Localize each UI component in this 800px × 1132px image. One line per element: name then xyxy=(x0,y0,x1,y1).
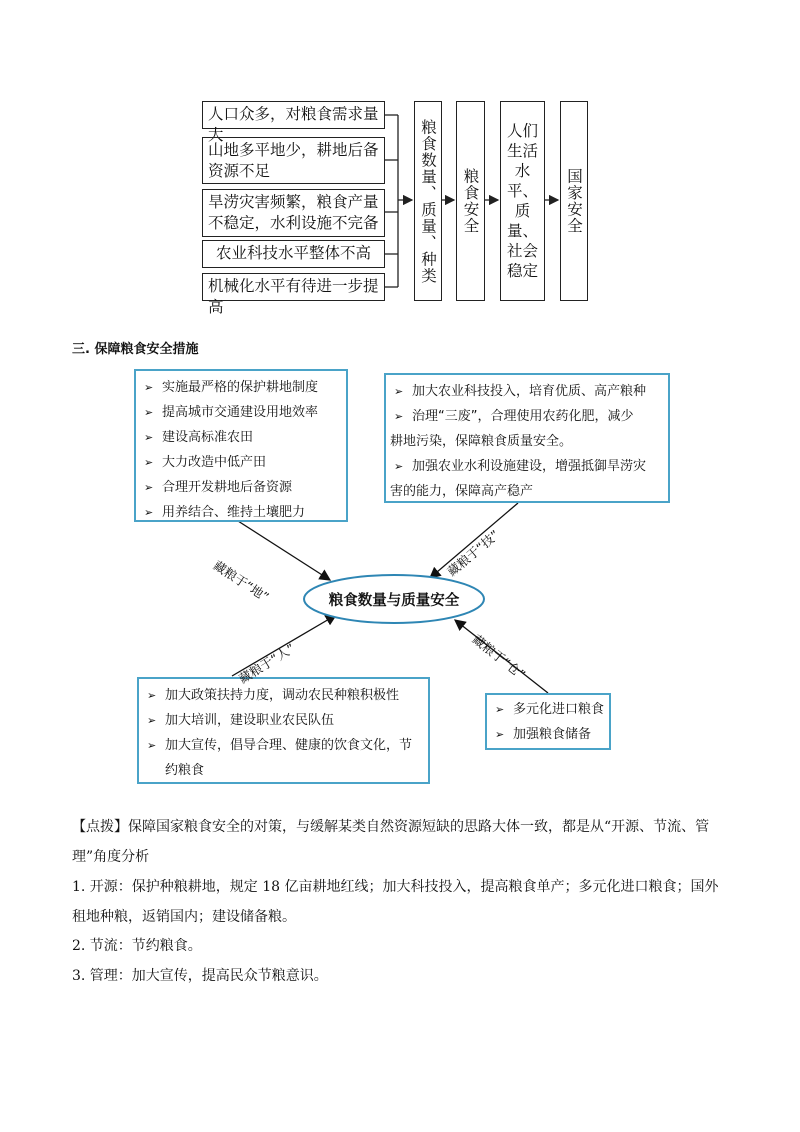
arrow-bullet-icon: ➢ xyxy=(147,739,157,752)
arrow-label-tech: 藏粮于“技” xyxy=(444,527,503,580)
list-item: ➢ 加强农业水利设施建设，增强抵御旱涝灾 xyxy=(390,454,664,479)
notes-intro: 【点拨】保障国家粮食安全的对策，与缓解某类自然资源短缺的思路大体一致，都是从“开源、节流、管理”角度分析 xyxy=(72,819,710,865)
list-item: ➢ 提高城市交通建设用地效率 xyxy=(140,400,342,425)
cause-text: 机械化水平有待进一步提高 xyxy=(208,277,379,316)
column-line: 水平、 xyxy=(506,162,538,200)
list-item: ➢ 加大政策扶持力度，调动农民种粮积极性 xyxy=(143,683,424,708)
column-line: 质量、 xyxy=(506,202,538,240)
column-text: 国家安全 xyxy=(565,168,583,234)
arrow-bullet-icon: ➢ xyxy=(495,703,505,716)
arrow-bullet-icon: ➢ xyxy=(144,431,154,444)
arrow-bullet-icon: ➢ xyxy=(495,728,505,741)
arrow-label-people: 藏粮于“人” xyxy=(236,640,298,687)
arrow-bullet-icon: ➢ xyxy=(144,506,154,519)
list-item: ➢ 合理开发耕地后备资源 xyxy=(140,475,342,500)
arrow-land xyxy=(238,521,330,580)
column-line: 人们 xyxy=(506,122,538,140)
column-text: 粮食数量、质量、种类 xyxy=(419,118,437,284)
list-item: ➢ 加大宣传，倡导合理、健康的饮食文化，节 xyxy=(143,733,424,758)
list-item: ➢ 实施最严格的保护耕地制度 xyxy=(140,375,342,400)
column-text: 粮食安全 xyxy=(461,168,480,234)
column-line: 社会 xyxy=(506,242,538,260)
list-item: ➢ 用养结合、维持土壤肥力 xyxy=(140,500,342,525)
cause-text: 山地多平地少，耕地后备资源不足 xyxy=(208,141,379,180)
column-line: 生活 xyxy=(506,142,538,160)
notes-item-1: 1. 开源：保护种粮耕地，规定 18 亿亩耕地红线；加大科技投入，提高粮食单产；多元化进口粮食；国外租地种粮，返销国内；建设储备粮。 xyxy=(72,879,719,925)
arrow-bullet-icon: ➢ xyxy=(147,714,157,727)
list-item: 约粮食 xyxy=(165,763,205,778)
list-item: ➢ 建设高标准农田 xyxy=(140,425,342,450)
measures-box-storage xyxy=(485,693,611,750)
list-item: ➢ 多元化进口粮食 xyxy=(491,697,605,722)
cause-text: 农业科技水平整体不高 xyxy=(215,244,371,262)
list-item: ➢ 加大培训，建设职业农民队伍 xyxy=(143,708,424,733)
arrow-bullet-icon: ➢ xyxy=(144,406,154,419)
measures-box-tech xyxy=(384,373,670,503)
center-label: 粮食数量与质量安全 xyxy=(328,592,460,609)
list-item: ➢ 大力改造中低产田 xyxy=(140,450,342,475)
column-line: 稳定 xyxy=(506,262,538,280)
center-ellipse xyxy=(304,585,484,613)
list-item: ➢ 治理“三废”，合理使用农药化肥，减少 xyxy=(390,404,664,429)
cause-text: 人口众多，对粮食需求量大 xyxy=(208,105,379,144)
list-item: 害的能力，保障高产稳产 xyxy=(390,484,534,499)
arrow-bullet-icon: ➢ xyxy=(394,385,404,398)
list-item: ➢ 加大农业科技投入，培育优质、高产粮种 xyxy=(390,379,664,404)
list-item: 耕地污染，保障粮食质量安全。 xyxy=(390,434,573,449)
arrow-bullet-icon: ➢ xyxy=(144,481,154,494)
arrow-bullet-icon: ➢ xyxy=(394,460,404,473)
arrow-label-land: 藏粮于“地” xyxy=(210,557,272,605)
measures-box-people xyxy=(137,677,430,784)
cause-text: 旱涝灾害频繁，粮食产量不稳定，水利设施不完备 xyxy=(208,193,379,232)
arrow-bullet-icon: ➢ xyxy=(147,689,157,702)
arrow-bullet-icon: ➢ xyxy=(144,381,154,394)
notes-item-3: 3. 管理：加大宣传，提高民众节粮意识。 xyxy=(72,968,328,984)
arrow-label-storage: 藏粮于“仓” xyxy=(469,631,529,683)
list-item: ➢ 加强粮食储备 xyxy=(491,722,605,747)
notes-item-2: 2. 节流：节约粮食。 xyxy=(72,938,202,954)
section-heading: 三. 保障粮食安全措施 xyxy=(72,342,199,357)
arrow-bullet-icon: ➢ xyxy=(394,410,404,423)
measures-box-land xyxy=(134,369,348,522)
arrow-bullet-icon: ➢ xyxy=(144,456,154,469)
